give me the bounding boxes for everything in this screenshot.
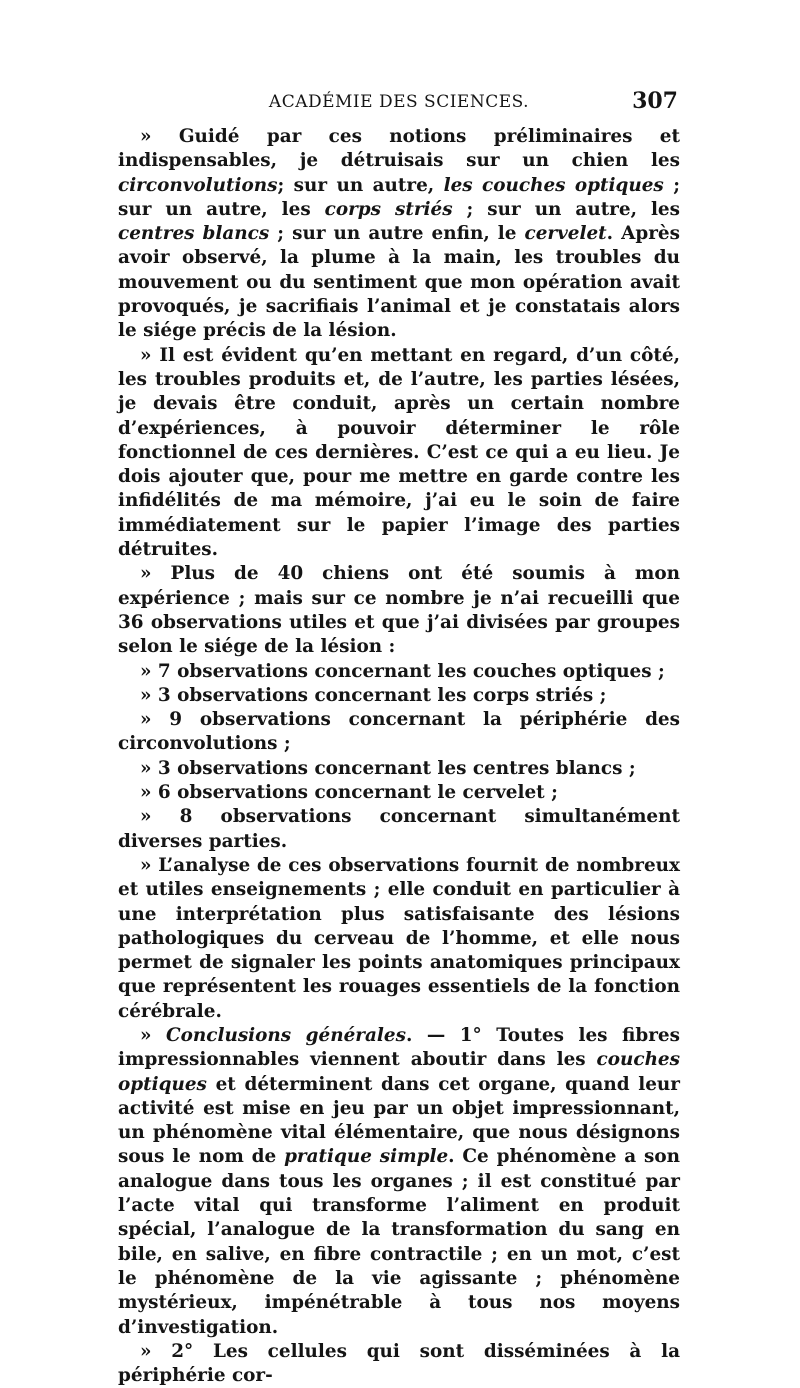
p1-text-a: » Guidé par ces notions préliminaires et indispensables, je détruisais sur un chien les bbox=[118, 126, 680, 172]
p1-italic-f: corps striés bbox=[324, 198, 453, 220]
list-item: » 9 observations concernant la périphérie des circonvolutions ; bbox=[118, 709, 680, 755]
p1-text-k: . Après avoir observé, la plume à la main, les troubles du mouvement ou du sentiment que mon opération avait provoqués, je sacrifiais l’animal et je constatais alors le siége précis de la lésion. bbox=[118, 223, 680, 342]
p1-italic-h: centres blancs bbox=[118, 223, 270, 245]
p1-italic-b: circonvolutions bbox=[118, 174, 278, 196]
list-item: » 3 observations concernant les centres blancs ; bbox=[140, 757, 636, 779]
paragraph-6: » 2° Les cellules qui sont disséminées à la périphérie cor- bbox=[118, 1340, 680, 1387]
p5-text-g: . Ce phénomène a son analogue dans tous les organes ; il est constitué par l’acte vital qui transforme l’aliment en produit spécial, l’analogue de la transformation du sang en bile, en salive, en fibre contractile ; en un mot, c’est le phénomène de la vie agissante ; phénomène mystérieux, impénétrable à tous nos moyens d’investigation. bbox=[118, 1146, 680, 1338]
p1-italic-d: les couches optiques bbox=[443, 174, 664, 196]
page-number: 307 bbox=[632, 88, 678, 114]
running-head: ACADÉMIE DES SCIENCES. bbox=[268, 92, 530, 112]
list-item: » 7 observations concernant les couches optiques ; bbox=[140, 660, 665, 682]
p1-italic-j: cervelet bbox=[524, 223, 607, 245]
p1-text-g: ; sur un autre, les bbox=[452, 198, 680, 220]
paragraph-3: » Plus de 40 chiens ont été soumis à mon expérience ; mais sur ce nombre je n’ai recueilli que 36 observations utiles et que j’ai divisées par groupes selon le siége de la lésion : bbox=[118, 563, 680, 658]
list-item: » 8 observations concernant simultanément diverses parties. bbox=[118, 806, 680, 852]
list-item: » 3 observations concernant les corps striés ; bbox=[140, 684, 607, 706]
p5-italic-d: couches optiques bbox=[118, 1049, 680, 1095]
p5-text-c: . — 1° Toutes les fibres impressionnables viennent aboutir dans les bbox=[118, 1024, 680, 1071]
p5-italic-b: Conclusions générales bbox=[166, 1024, 406, 1046]
page-header bbox=[118, 88, 680, 118]
page-body bbox=[118, 125, 680, 1388]
paragraph-1 bbox=[118, 125, 680, 344]
paragraph-4: » L’analyse de ces observations fournit de nombreux et utiles enseignements ; elle conduit en particulier à une interprétation plus satisfaisante des lésions pathologiques du cerveau de l’homme, et elle nous permet de signaler les points anatomiques principaux que représentent les rouages essentiels de la fonction cérébrale. bbox=[118, 854, 680, 1022]
p1-text-c: ; sur un autre, bbox=[277, 174, 444, 196]
p5-text-e: et déterminent dans cet organe, quand leur activité est mise en jeu par un objet impressionnant, un phénomène vital élémentaire, que nous désignons sous le nom de bbox=[118, 1073, 680, 1168]
p5-text-a: » bbox=[140, 1024, 166, 1046]
paragraph-2: » Il est évident qu’en mettant en regard, d’un côté, les troubles produits et, de l’autre, les parties lésées, je devais être conduit, après un certain nombre d’expériences, à pouvoir déterminer le rôle fonctionnel de ces dernières. C’est ce qui a eu lieu. Je dois ajouter que, pour me mettre en garde contre les infidélités de ma mémoire, j’ai eu le soin de faire immédiatement sur le papier l’image des parties détruites. bbox=[118, 344, 680, 561]
p1-text-e: ; sur un autre, les bbox=[118, 174, 680, 220]
p5-italic-f: pratique simple bbox=[284, 1146, 449, 1168]
list-item: » 6 observations concernant le cervelet ; bbox=[140, 782, 558, 804]
paragraph-5 bbox=[118, 1024, 680, 1340]
p1-text-i: ; sur un autre enfin, le bbox=[269, 223, 525, 245]
